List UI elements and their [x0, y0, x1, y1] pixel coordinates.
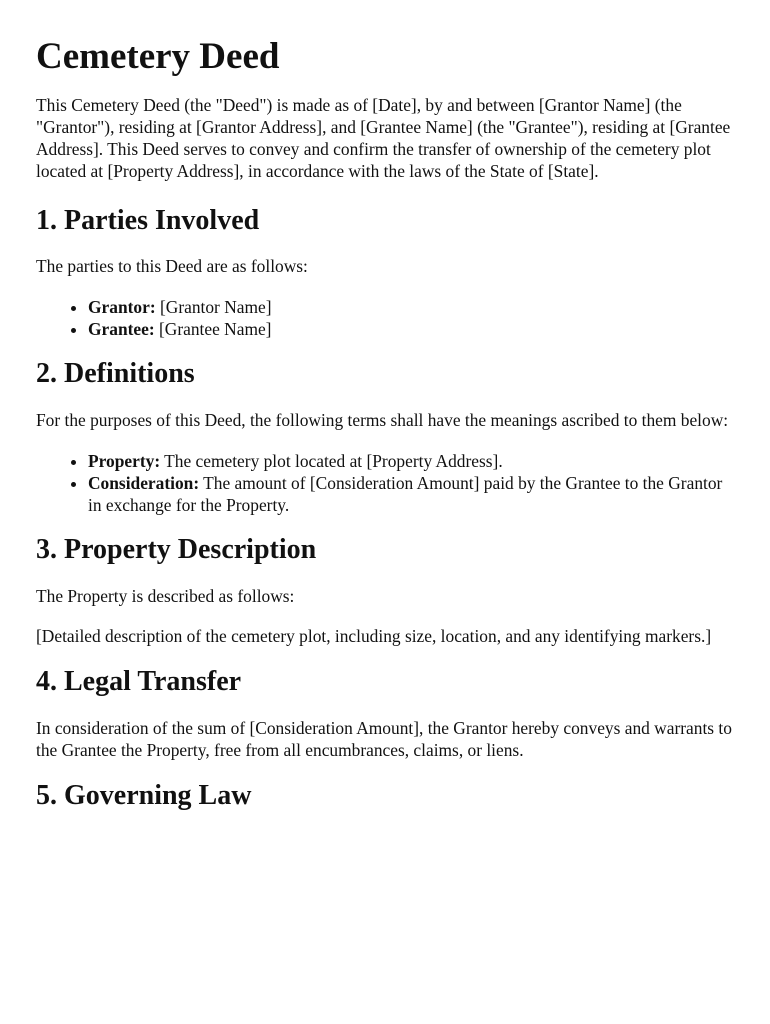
section-text-property-description: The Property is described as follows: [36, 586, 295, 606]
list-item [88, 296, 734, 318]
definitions-list [36, 450, 734, 516]
list-item-label: Consideration: [88, 473, 200, 493]
list-item [88, 472, 734, 516]
section-heading-legal-transfer: 4. Legal Transfer [36, 666, 242, 697]
document-title: Cemetery Deed [36, 36, 280, 77]
section-heading-governing-law: 5. Governing Law [36, 780, 252, 811]
list-item-label: Grantee: [88, 319, 155, 339]
list-item-text: [Grantor Name] [155, 297, 272, 317]
parties-list [36, 296, 734, 340]
list-item-label: Grantor: [88, 297, 156, 317]
section-text-definitions: For the purposes of this Deed, the following terms shall have the meanings ascribed to them below: [36, 410, 729, 430]
section-heading-definitions: 2. Definitions [36, 358, 195, 389]
list-item-text: The amount of [Consideration Amount] paid by the Grantee to the Grantor in exchange for the Property. [88, 473, 723, 515]
list-item [88, 318, 734, 340]
list-item-text: [Grantee Name] [154, 319, 272, 339]
section-text-parties: The parties to this Deed are as follows: [36, 256, 308, 276]
list-item-label: Property: [88, 451, 161, 471]
property-description-placeholder: [Detailed description of the cemetery plot, including size, location, and any identifying markers.] [36, 626, 712, 646]
intro-paragraph: This Cemetery Deed (the "Deed") is made as of [Date], by and between [Grantor Name] (the "Grantor"), residing at [Grantor Address], and [Grantee Name] (the "Grantee"), residing at [Grantee Address]. This Deed serves to convey and confirm the transfer of ownership of the cemetery plot located at [Property Address], in accordance with the laws of the State of [State]. [36, 95, 731, 181]
section-heading-parties: 1. Parties Involved [36, 205, 260, 236]
section-text-legal-transfer: In consideration of the sum of [Consideration Amount], the Grantor hereby conveys and warrants to the Grantee the Property, free from all encumbrances, claims, or liens. [36, 718, 732, 760]
section-heading-property-description: 3. Property Description [36, 534, 317, 565]
list-item-text: The cemetery plot located at [Property Address]. [160, 451, 503, 471]
list-item [88, 450, 734, 472]
